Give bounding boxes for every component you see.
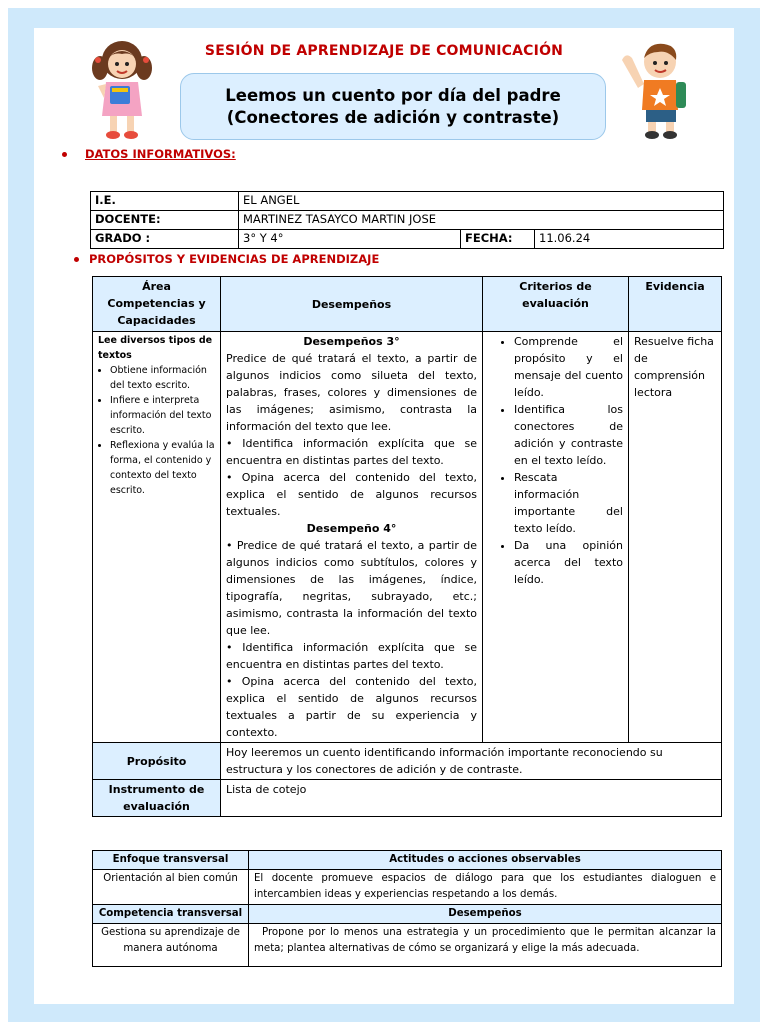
desempeno-3-p3: • Opina acerca del contenido del texto, explica el sentido de algunos recursos textuales. bbox=[226, 471, 477, 518]
header-desempenos: Desempeños bbox=[221, 277, 483, 332]
desempeno-4-p2: • Identifica información explícita que se encuentra en distintas partes del texto. bbox=[226, 641, 477, 671]
table-row bbox=[93, 851, 722, 870]
section-propositos-label: PROPÓSITOS Y EVIDENCIAS DE APRENDIZAJE bbox=[89, 252, 380, 266]
desempeno-3-p1: Predice de qué tratará el texto, a partir de algunos indicios como silueta del texto, palabras, frases, colores y dimensiones de las imágenes; asimismo, contrasta la información del texto que lee. bbox=[226, 352, 477, 433]
docente-label: DOCENTE: bbox=[91, 211, 239, 230]
header-area-line2: Competencias y Capacidades bbox=[107, 297, 206, 327]
desempenos-transversal-value: Propone por lo menos una estrategia y un procedimiento que le permitan alcanzar la meta; plantea alternativas de cómo se organizará y elige la más adecuada. bbox=[249, 924, 722, 967]
table-row bbox=[91, 211, 724, 230]
instrumento-label: Instrumento de evaluación bbox=[93, 780, 221, 817]
desempeno-4-p3: • Opina acerca del contenido del texto, explica el sentido de algunos recursos textuales a partir de su experiencia y contexto. bbox=[226, 675, 477, 739]
instrumento-value: Lista de cotejo bbox=[221, 780, 722, 817]
criterios-cell bbox=[483, 332, 629, 743]
list-item: • Identifica los conectores de adición y contraste en el texto leído. bbox=[514, 401, 623, 469]
desempeno-3-p2: • Identifica información explícita que se encuentra en distintas partes del texto. bbox=[226, 437, 477, 467]
table-row bbox=[93, 743, 722, 780]
list-item: • Reflexiona y evalúa la forma, el contenido y contexto del texto escrito. bbox=[110, 438, 215, 498]
evidencia-cell: Resuelve ficha de comprensión lectora bbox=[629, 332, 722, 743]
ie-label: I.E. bbox=[91, 192, 239, 211]
header-criterios: Criterios de evaluación bbox=[483, 277, 629, 332]
desempeno-4-title: Desempeño 4° bbox=[306, 522, 397, 535]
table-row bbox=[91, 192, 724, 211]
enfoque-header: Enfoque transversal bbox=[93, 851, 249, 870]
propositos-table bbox=[92, 276, 722, 817]
table-row bbox=[93, 905, 722, 924]
grado-value: 3° Y 4° bbox=[239, 230, 461, 249]
criterios-list bbox=[488, 333, 623, 588]
bullet-icon bbox=[62, 152, 67, 157]
fecha-value: 11.06.24 bbox=[535, 230, 724, 249]
transversal-table bbox=[92, 850, 722, 967]
info-table bbox=[90, 191, 724, 249]
list-item: • Comprende el propósito y el mensaje del cuento leído. bbox=[514, 333, 623, 401]
competencia-title: Lee diversos tipos de textos bbox=[98, 335, 213, 361]
table-row bbox=[91, 230, 724, 249]
section-propositos bbox=[74, 252, 379, 266]
table-row bbox=[93, 870, 722, 905]
capacidades-list bbox=[98, 363, 215, 498]
desempenos-transversal-header: Desempeños bbox=[249, 905, 722, 924]
table-row bbox=[93, 332, 722, 743]
competencia-transversal-header: Competencia transversal bbox=[93, 905, 249, 924]
fecha-label: FECHA: bbox=[461, 230, 535, 249]
list-item: • Da una opinión acerca del texto leído. bbox=[514, 537, 623, 588]
grado-label: GRADO : bbox=[91, 230, 239, 249]
competencia-cell bbox=[93, 332, 221, 743]
bullet-icon bbox=[74, 257, 79, 262]
competencia-transversal-value: Gestiona su aprendizaje de manera autónoma bbox=[93, 924, 249, 967]
proposito-label: Propósito bbox=[93, 743, 221, 780]
table-row bbox=[93, 780, 722, 817]
page-title: SESIÓN DE APRENDIZAJE DE COMUNICACIÓN bbox=[204, 43, 564, 59]
header-area-line1: Área bbox=[142, 280, 171, 293]
docente-value: MARTINEZ TASAYCO MARTIN JOSE bbox=[239, 211, 724, 230]
header-area bbox=[93, 277, 221, 332]
desempenos-cell bbox=[221, 332, 483, 743]
list-item: • Obtiene información del texto escrito. bbox=[110, 363, 215, 393]
table-row bbox=[93, 924, 722, 967]
desempeno-3-title: Desempeños 3° bbox=[303, 335, 400, 348]
actitudes-header: Actitudes o acciones observables bbox=[249, 851, 722, 870]
table-row bbox=[93, 277, 722, 332]
ie-value: EL ANGEL bbox=[239, 192, 724, 211]
session-title-line1: Leemos un cuento por día del padre bbox=[225, 86, 561, 105]
proposito-value: Hoy leeremos un cuento identificando información importante reconociendo su estructura y los conectores de adición y de contraste. bbox=[221, 743, 722, 780]
enfoque-value: Orientación al bien común bbox=[93, 870, 249, 905]
list-item: • Infiere e interpreta información del texto escrito. bbox=[110, 393, 215, 438]
section-datos-informativos bbox=[62, 147, 236, 161]
session-title-line2: (Conectores de adición y contraste) bbox=[226, 108, 560, 127]
list-item: • Rescata información importante del texto leído. bbox=[514, 469, 623, 537]
session-title-box bbox=[180, 73, 606, 140]
section-datos-label: DATOS INFORMATIVOS: bbox=[85, 147, 236, 161]
actitudes-value: El docente promueve espacios de diálogo para que los estudiantes dialoguen e intercambien ideas y experiencias respetando a los demás. bbox=[249, 870, 722, 905]
desempeno-4-p1: • Predice de qué tratará el texto, a partir de algunos indicios como subtítulos, colores y dimensiones de las imágenes, índice, tipografía, negritas, subrayado, etc.; asimismo, contrasta la información del texto que lee. bbox=[226, 539, 477, 637]
header-evidencia: Evidencia bbox=[629, 277, 722, 332]
